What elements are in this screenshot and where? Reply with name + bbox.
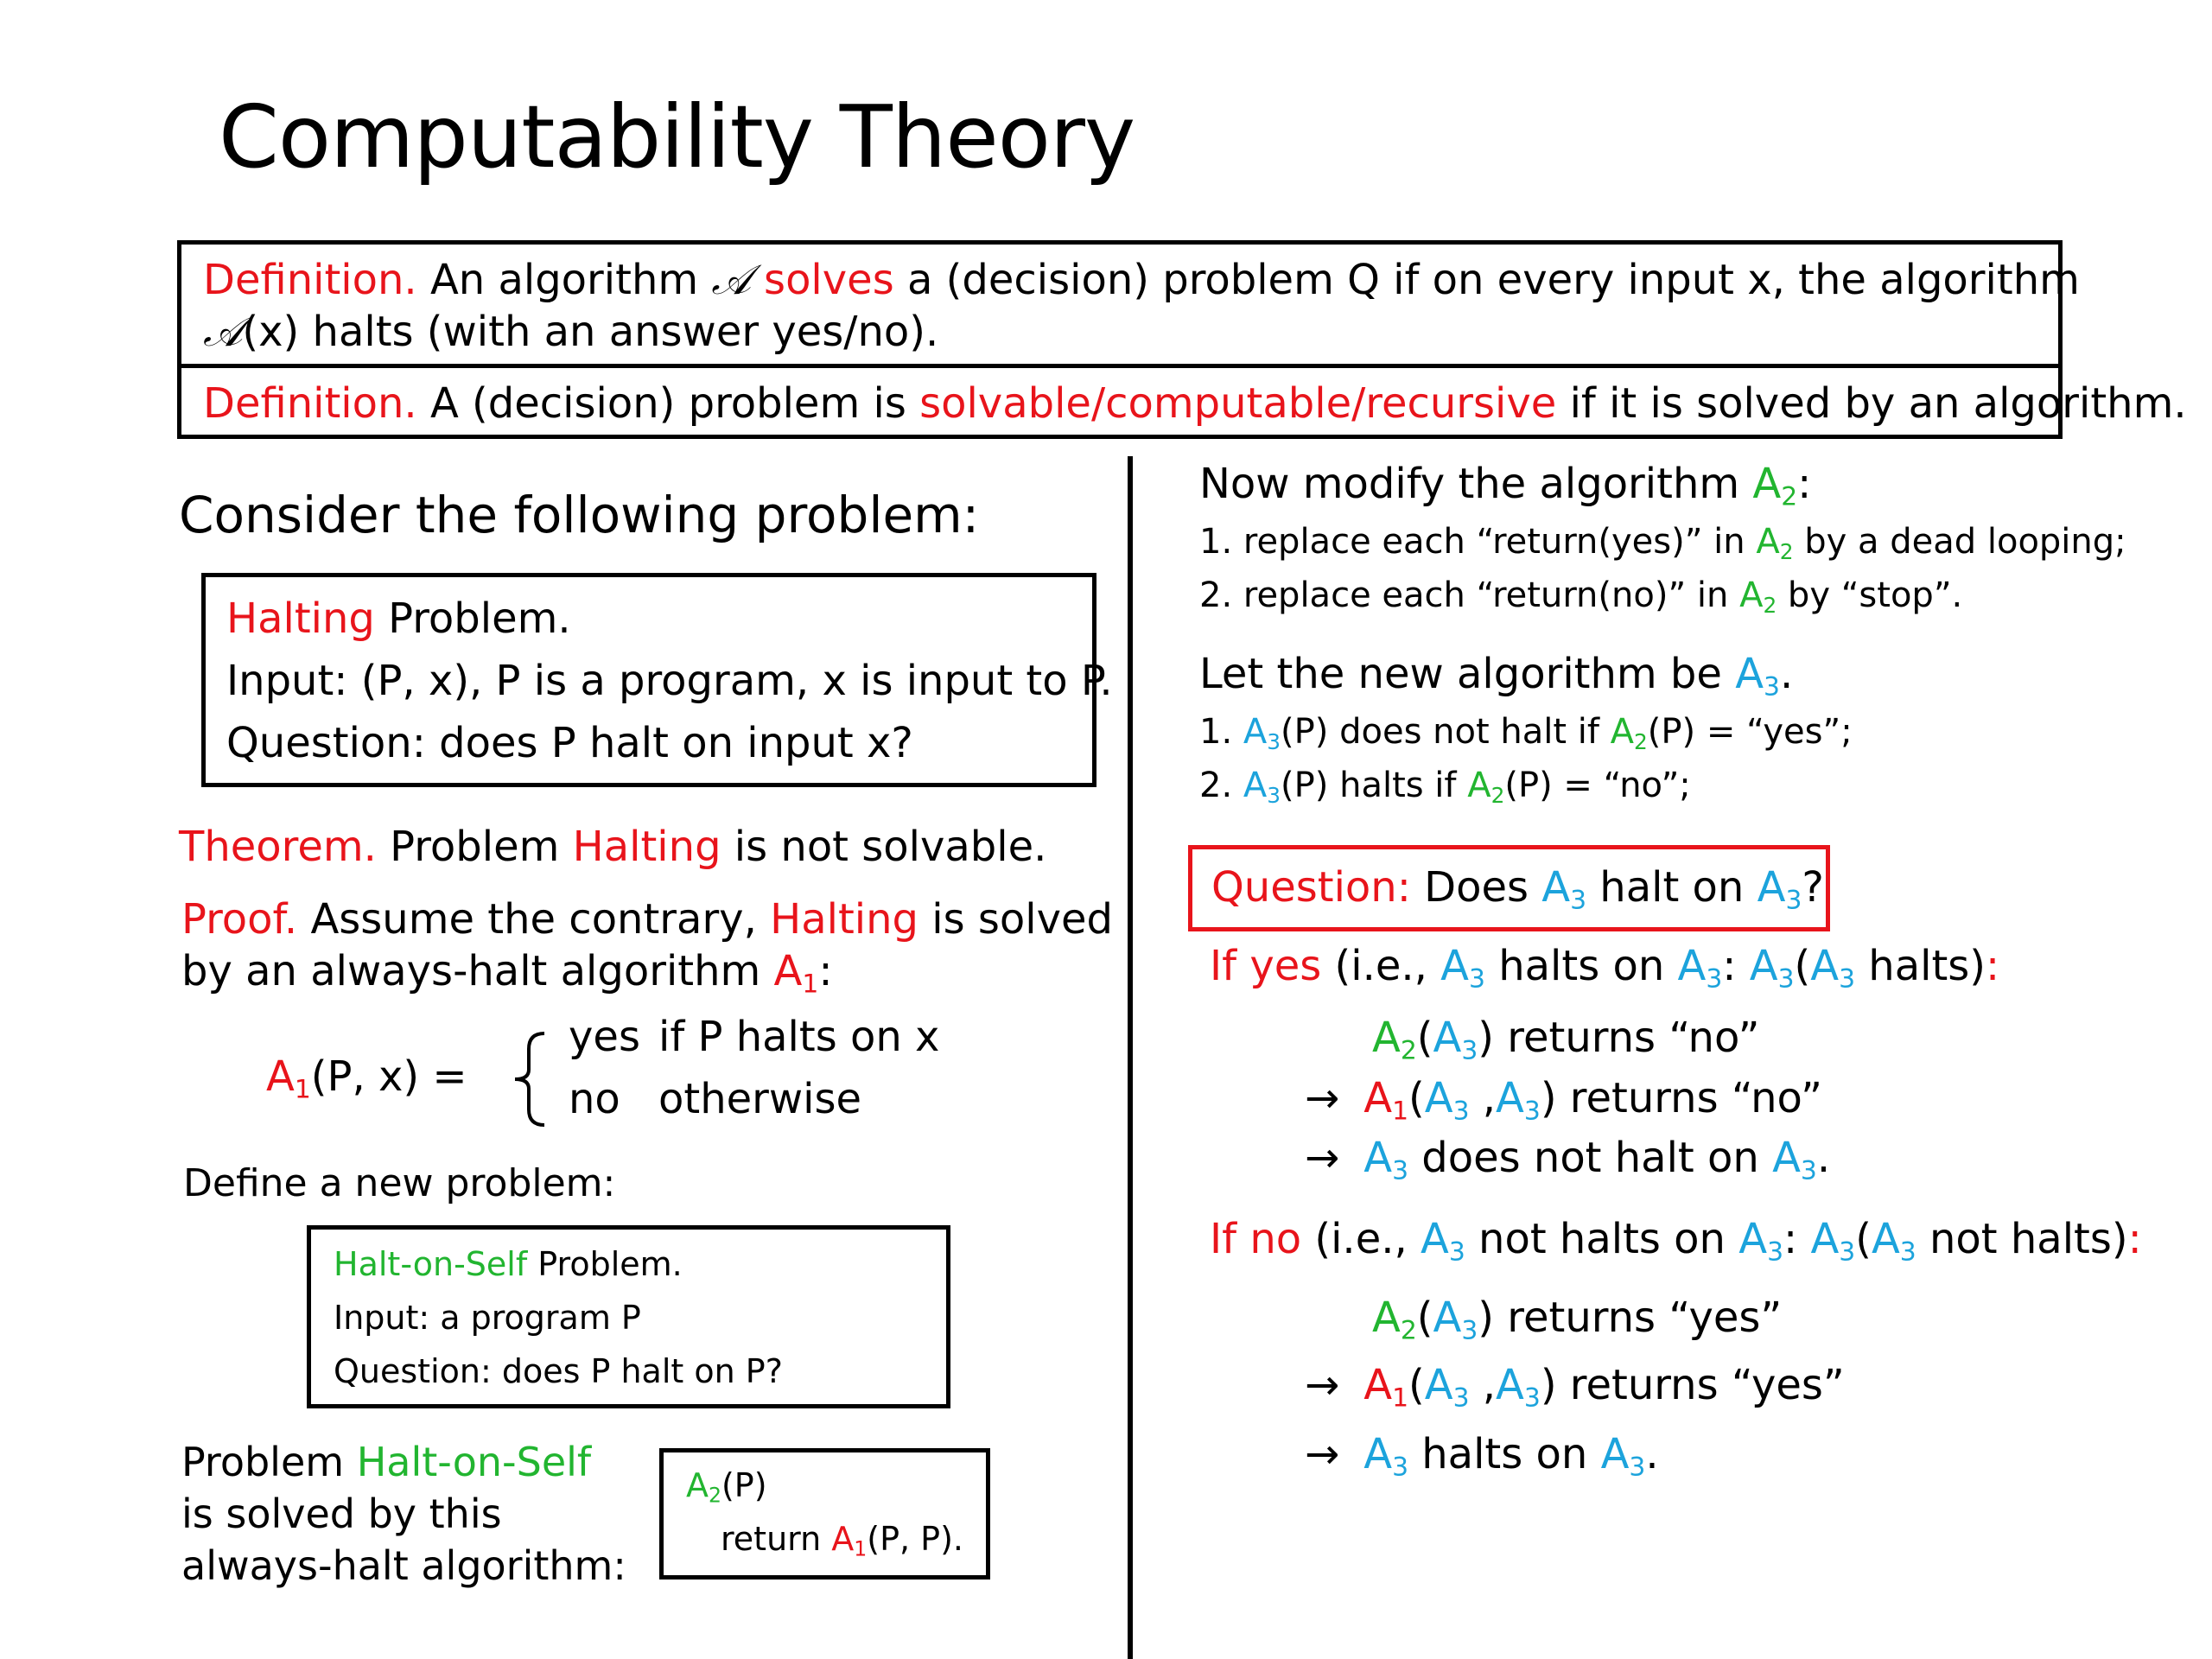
halt-on-self-term: Halt-on-Self	[356, 1439, 592, 1485]
arrow-icon: →	[1305, 1361, 1340, 1409]
halting-problem-question: Question: does P halt on input x?	[226, 719, 913, 767]
halt-on-self-input: Input: a program P	[334, 1299, 641, 1337]
page-title: Computability Theory	[219, 86, 1135, 188]
algorithm-a2-box	[659, 1448, 990, 1580]
definition-label: Definition.	[203, 379, 417, 428]
modify-item-1: 1. replace each “return(yes)” in $A_2$ by a dead looping;	[1199, 522, 2126, 564]
if-no-label: If no	[1210, 1215, 1302, 1263]
halting-problem-box	[201, 573, 1113, 787]
a2-arg: (P)	[721, 1466, 767, 1504]
alg-a1: $A_1$	[831, 1520, 868, 1561]
new-alg-heading: Let the new algorithm be $A_3$.	[1199, 650, 1794, 702]
alg-a1: $A_1$	[773, 947, 819, 1000]
alg-a2: $A_2$	[686, 1466, 721, 1508]
proof-label: Proof.	[181, 895, 298, 944]
arrow-icon: →	[1305, 1074, 1340, 1122]
alg-a2: $A_2$	[1739, 575, 1777, 618]
alg-a2: $A_2$	[1756, 522, 1794, 564]
question-label: Question:	[1211, 863, 1411, 912]
halting-problem-title	[226, 594, 571, 643]
a2-return: return $A_1(P$, P).	[721, 1520, 963, 1561]
case-1-value: yes	[569, 1013, 640, 1061]
halt-on-self-question: Question: does P halt on P?	[334, 1352, 783, 1390]
theorem-text: is not solvable.	[721, 823, 1047, 871]
definition-1-line-1	[203, 256, 2080, 305]
halting-term: Halting	[226, 594, 375, 643]
if-no-step-2: → $A_1(A_3$ $,A_3$) returns “yes”	[1305, 1361, 1845, 1414]
alg-a3: $A_3$	[1541, 863, 1587, 916]
case-2-value: no	[569, 1075, 620, 1123]
definition-text: A (decision) problem is	[416, 379, 920, 428]
halting-term: Halting	[572, 823, 721, 871]
algorithm-symbol: 𝒜	[203, 308, 243, 356]
alg-a2: $A_2$	[1467, 766, 1505, 808]
proof-line-2	[181, 947, 833, 1000]
definition-box-2	[177, 364, 2187, 439]
if-yes-step-2: → $A_1(A_3$ $,A_3$) returns “no”	[1305, 1074, 1823, 1127]
solved-by-line-3: always-halt algorithm:	[181, 1542, 626, 1589]
halt-on-self-term: Halt-on-Self	[334, 1245, 528, 1283]
question-box	[1188, 845, 1830, 931]
solved-by-line-2: is solved by this	[181, 1491, 502, 1537]
proof-text: Assume the contrary,	[297, 895, 771, 944]
alg-a3: $A_3$	[1735, 650, 1780, 702]
halt-on-self-box	[307, 1225, 950, 1408]
consider-heading: Consider the following problem:	[179, 486, 980, 544]
proof-line-1	[181, 895, 1113, 944]
if-yes-label: If yes	[1210, 942, 1322, 990]
new-alg-item-1: 1. $A_3(P)$ does not halt if $A_2(P)$ = “yes”;	[1199, 712, 1853, 754]
if-yes-line: If yes (i.e., $A_3$ halts on $A_3$: $A_3(A_3$ halts):	[1210, 942, 2000, 995]
alg-a3: $A_3$	[1243, 712, 1281, 754]
proof-text: is solved	[918, 895, 1113, 944]
alg-a3: $A_3$	[1243, 766, 1281, 808]
function-args: (P, x) =	[310, 1052, 467, 1101]
proof-text: by an always-halt algorithm	[181, 947, 774, 995]
definition-text: (x) halts (with an answer yes/no).	[242, 308, 939, 356]
solvable-term: solvable/computable/recursive	[919, 379, 1557, 428]
problem-word: Problem.	[527, 1245, 683, 1283]
solved-by-line-1: Problem Halt-on-Self	[181, 1439, 592, 1485]
halting-problem-input: Input: (P, x), P is a program, x is input to P.	[226, 657, 1113, 705]
solves-term: solves	[750, 256, 894, 304]
case-1-condition: if P halts on x	[658, 1013, 940, 1061]
define-new-heading: Define a new problem:	[183, 1161, 616, 1205]
case-brace	[491, 1028, 551, 1130]
if-no-line: If no (i.e., $A_3$ not halts on $A_3$: $A_3(A_3$ not halts):	[1210, 1215, 2142, 1268]
halting-term: Halting	[770, 895, 918, 944]
alg-a2: $A_2$	[1752, 460, 1798, 512]
theorem-text: Problem	[376, 823, 573, 871]
if-no-step-3: → $A_3$ halts on $A_3$.	[1305, 1430, 1659, 1483]
case-2-condition: otherwise	[658, 1075, 862, 1123]
definition-text: a (decision) problem Q if on every input x, the algorithm	[893, 256, 2080, 304]
arrow-icon: →	[1305, 1430, 1340, 1478]
definition-text: if it is solved by an algorithm.	[1556, 379, 2187, 428]
theorem-label: Theorem.	[179, 823, 377, 871]
column-divider	[1128, 456, 1133, 1659]
alg-a1: $A_1$	[266, 1052, 311, 1105]
definition-box-1	[177, 240, 2080, 368]
modify-heading: Now modify the algorithm $A_2$:	[1199, 460, 1812, 512]
definition-label: Definition.	[203, 256, 417, 304]
algorithm-symbol: 𝒜	[711, 256, 751, 304]
question-line: Question: Does $A_3$ halt on $A_3$?	[1211, 863, 1824, 916]
theorem-line	[179, 823, 1046, 871]
alg-a2: $A_2$	[1610, 712, 1648, 754]
alg-a3: $A_3$	[1757, 863, 1802, 916]
colon: :	[818, 947, 833, 995]
modify-item-2: 2. replace each “return(no)” in $A_2$ by “stop”.	[1199, 575, 1963, 618]
halt-on-self-title	[334, 1245, 683, 1283]
if-no-step-1: $A_2(A_3)$ returns “yes”	[1372, 1294, 1783, 1346]
definition-2-line	[203, 379, 2187, 428]
definition-text: An algorithm	[416, 256, 712, 304]
if-yes-step-3: → $A_3$ does not halt on $A_3$.	[1305, 1134, 1831, 1186]
a2-signature	[686, 1466, 767, 1508]
problem-word: Problem.	[374, 594, 571, 643]
definition-1-line-2	[203, 308, 938, 357]
if-yes-step-1: $A_2(A_3)$ returns “no”	[1372, 1014, 1760, 1066]
function-lhs	[266, 1052, 467, 1105]
new-alg-item-2: 2. $A_3(P)$ halts if $A_2(P)$ = “no”;	[1199, 766, 1691, 808]
arrow-icon: →	[1305, 1134, 1340, 1182]
